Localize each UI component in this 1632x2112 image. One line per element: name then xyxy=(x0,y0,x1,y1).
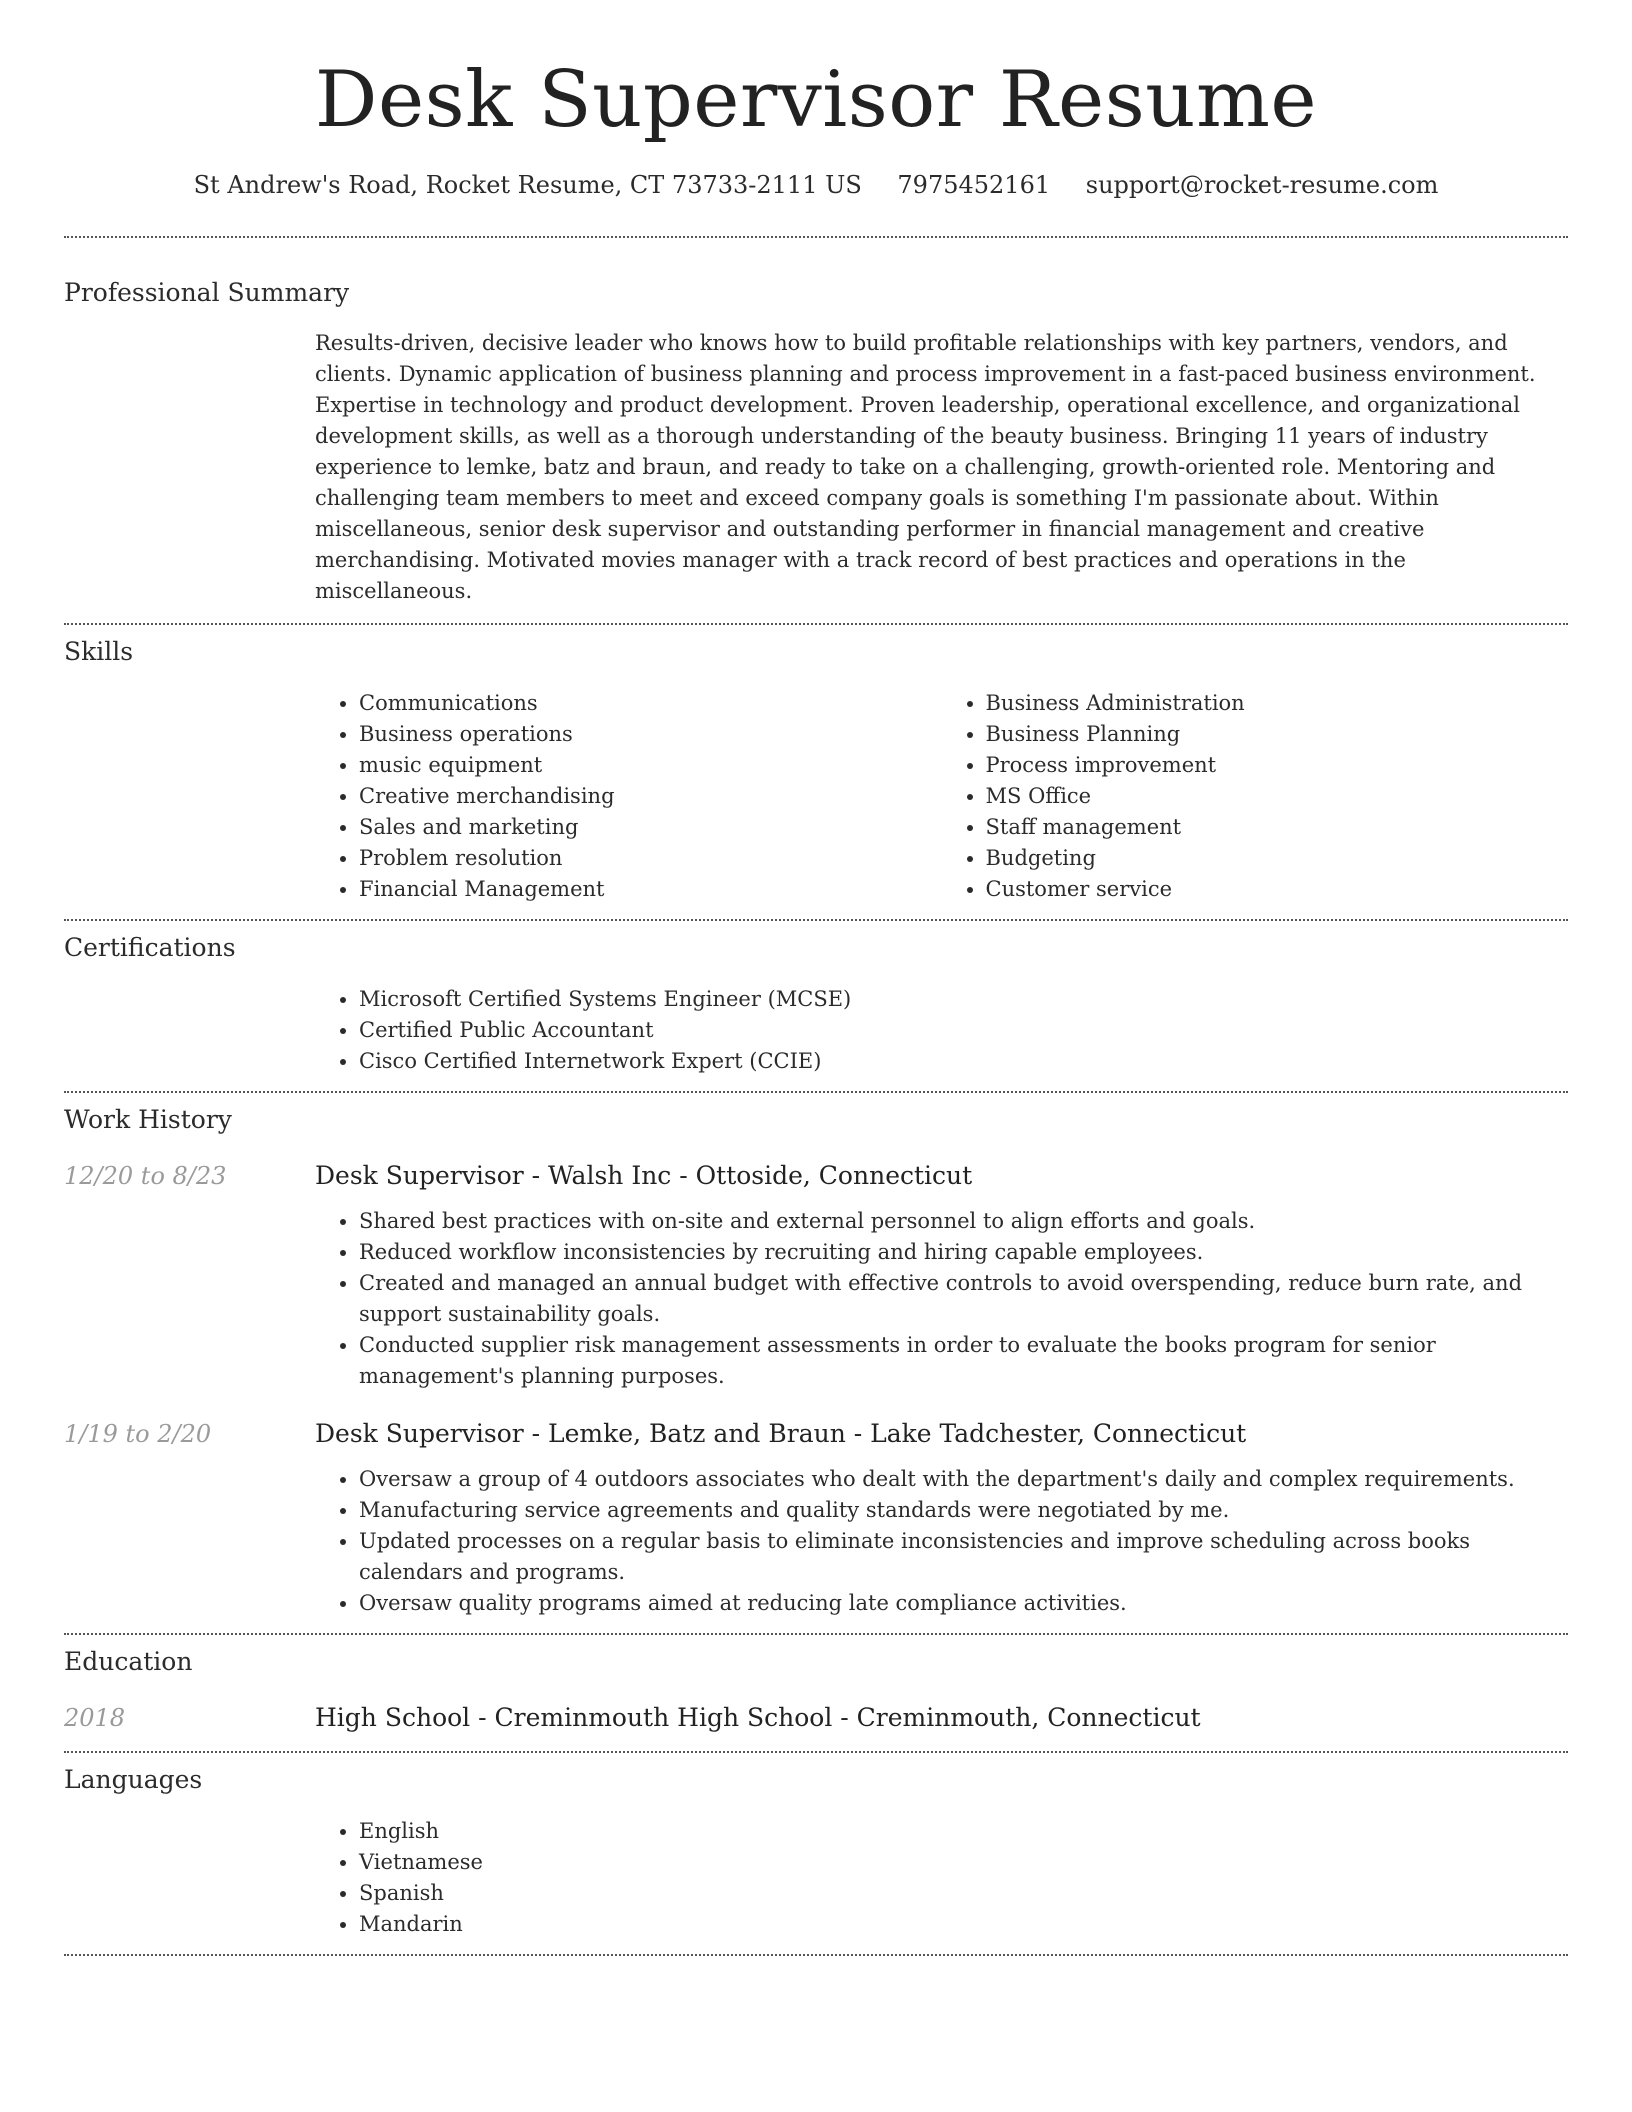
skills-list-right xyxy=(942,688,1569,905)
job-header xyxy=(64,1417,1568,1451)
skills-grid xyxy=(315,688,1568,919)
job-title: Desk Supervisor - Lemke, Batz and Braun - Lake Tadchester, Connecticut xyxy=(315,1419,1247,1448)
contact-address: St Andrew's Road, Rocket Resume, CT 73733-2111 US xyxy=(193,171,862,199)
job-bullet: • Conducted supplier risk management assessments in order to evaluate the books program for senior management's planning purposes. xyxy=(359,1330,1568,1392)
certifications-content xyxy=(315,984,1568,1091)
job-title: Desk Supervisor - Walsh Inc - Ottoside, Connecticut xyxy=(315,1161,973,1190)
job-bullet: • Manufacturing service agreements and quality standards were negotiated by me. xyxy=(359,1495,1568,1526)
education-entry xyxy=(64,1701,1568,1751)
education-dates: 2018 xyxy=(64,1704,126,1732)
languages-content xyxy=(315,1816,1568,1954)
skill-item: • Problem resolution xyxy=(359,843,942,874)
job-header xyxy=(64,1159,1568,1193)
skill-item: • Budgeting xyxy=(986,843,1569,874)
job-entry xyxy=(64,1159,1568,1392)
summary-section xyxy=(64,238,1568,623)
skill-item: • Staff management xyxy=(986,812,1569,843)
section-title-education: Education xyxy=(64,1647,193,1676)
section-title-languages: Languages xyxy=(64,1765,203,1794)
skill-item: • Business operations xyxy=(359,719,942,750)
work-section xyxy=(64,1093,1568,1633)
job-bullet: • Shared best practices with on-site and external personnel to align efforts and goals. xyxy=(359,1206,1568,1237)
skill-item: • Financial Management xyxy=(359,874,942,905)
language-item: • Vietnamese xyxy=(359,1847,1568,1878)
section-title-certifications: Certifications xyxy=(64,933,236,962)
skill-item: • Creative merchandising xyxy=(359,781,942,812)
certification-item: • Microsoft Certified Systems Engineer (MCSE) xyxy=(359,984,1568,1015)
summary-content xyxy=(315,328,1568,623)
skills-section xyxy=(64,625,1568,919)
job-bullet: • Created and managed an annual budget with effective controls to avoid overspending, reduce burn rate, and support sustainability goals. xyxy=(359,1268,1568,1330)
education-section xyxy=(64,1635,1568,1751)
education-title: High School - Creminmouth High School - Creminmouth, Connecticut xyxy=(315,1703,1201,1732)
section-title-summary: Professional Summary xyxy=(64,278,350,307)
contact-line xyxy=(64,168,1568,202)
skill-item: • Business Planning xyxy=(986,719,1569,750)
skills-list-left xyxy=(315,688,942,905)
certifications-section xyxy=(64,921,1568,1091)
languages-list xyxy=(315,1816,1568,1940)
language-item: • English xyxy=(359,1816,1568,1847)
job-bullet: • Oversaw a group of 4 outdoors associates who dealt with the department's daily and complex requirements. xyxy=(359,1464,1568,1495)
contact-email: support@rocket-resume.com xyxy=(1085,171,1439,199)
section-title-skills: Skills xyxy=(64,637,134,666)
job-bullet-list xyxy=(315,1206,1568,1392)
language-item: • Mandarin xyxy=(359,1909,1568,1940)
divider xyxy=(64,1954,1568,1956)
certification-item: • Cisco Certified Internetwork Expert (CCIE) xyxy=(359,1046,1568,1077)
job-dates: 12/20 to 8/23 xyxy=(64,1162,227,1190)
skill-item: • Business Administration xyxy=(986,688,1569,719)
job-bullet: • Updated processes on a regular basis to eliminate inconsistencies and improve scheduling across books calendars and programs. xyxy=(359,1526,1568,1588)
job-bullet-list xyxy=(315,1464,1568,1619)
language-item: • Spanish xyxy=(359,1878,1568,1909)
job-dates: 1/19 to 2/20 xyxy=(64,1420,212,1448)
skill-item: • Communications xyxy=(359,688,942,719)
skill-item: • Process improvement xyxy=(986,750,1569,781)
section-title-work: Work History xyxy=(64,1105,232,1134)
certifications-list xyxy=(315,984,1568,1077)
job-entry xyxy=(64,1417,1568,1633)
job-bullets xyxy=(315,1464,1568,1633)
job-bullet: • Reduced workflow inconsistencies by recruiting and hiring capable employees. xyxy=(359,1237,1568,1268)
page-title: Desk Supervisor Resume xyxy=(314,55,1318,145)
skill-item: • Sales and marketing xyxy=(359,812,942,843)
skill-item: • Customer service xyxy=(986,874,1569,905)
job-bullet: • Oversaw quality programs aimed at reducing late compliance activities. xyxy=(359,1588,1568,1619)
summary-text: Results-driven, decisive leader who knows how to build profitable relationships with key partners, vendors, and clients. Dynamic application of business planning and process improvement in a fast-paced business environment. Expertise in technology and product development. Proven leadership, operational excellence, and organizational development skills, as well as a thorough understanding of the beauty business. Bringing 11 years of industry experience to lemke, batz and braun, and ready to take on a challenging, growth-oriented role. Mentoring and challenging team members to meet and exceed company goals is something I'm passionate about. Within miscellaneous, senior desk supervisor and outstanding performer in financial management and creative merchandising. Motivated movies manager with a track record of best practices and operations in the miscellaneous. xyxy=(315,331,1536,603)
job-bullets xyxy=(315,1206,1568,1392)
contact-phone: 7975452161 xyxy=(897,171,1051,199)
certification-item: • Certified Public Accountant xyxy=(359,1015,1568,1046)
skill-item: • music equipment xyxy=(359,750,942,781)
skill-item: • MS Office xyxy=(986,781,1569,812)
resume-page xyxy=(64,0,1568,1956)
languages-section xyxy=(64,1753,1568,1954)
